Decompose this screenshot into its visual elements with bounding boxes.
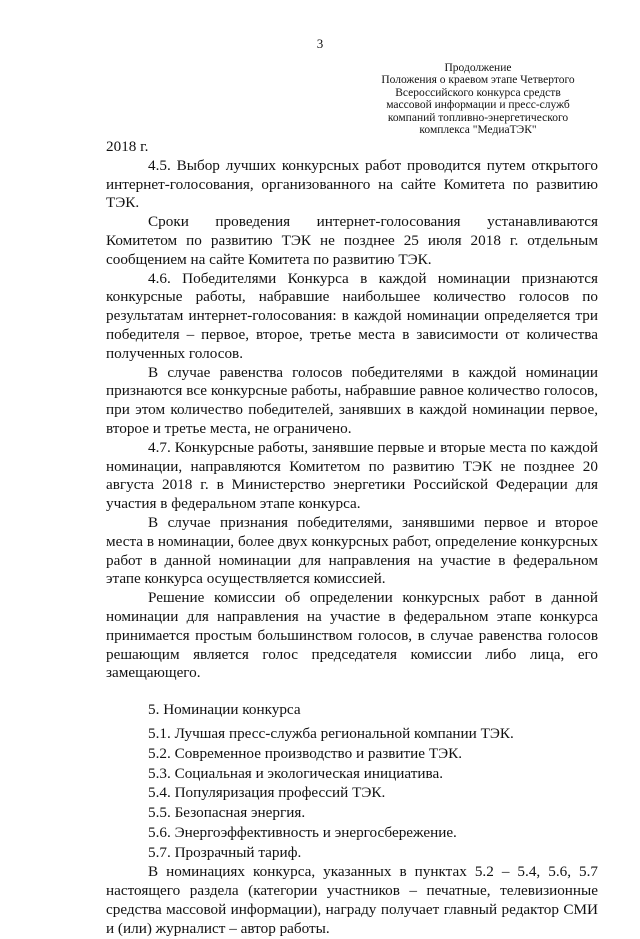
paragraph-4-6: 4.6. Победителями Конкурса в каждой номинации признаются конкурсные работы, набравшие наибольшее количество голосов по результатам интернет-голосования: в каждой номинации определяется три победителя – первое, второе, третье места в зависимости от количества полученных голосов. <box>106 269 598 362</box>
running-head-line: Всероссийского конкурса средств <box>395 86 561 99</box>
running-head-line: комплекса "МедиаТЭК" <box>419 124 537 137</box>
paragraph-voting-dates: Сроки проведения интернет-голосования устанавливаются Комитетом по развитию ТЭК не позднее 25 июля 2018 г. отдельным сообщением на сайте Комитета по развитию ТЭК. <box>106 213 598 268</box>
section-heading: 5. Номинации конкурса <box>148 701 301 719</box>
nomination-item: 5.4. Популяризация профессий ТЭК. <box>148 784 386 802</box>
nomination-item: 5.3. Социальная и экологическая инициатива. <box>148 764 443 782</box>
paragraph-equal-votes: В случае равенства голосов победителями в каждой номинации признаются все конкурсные работы, набравшие равное количество голосов, при этом количество победителей, занявших в каждой номинации первое, второе и третье места, не ограничено. <box>106 363 598 437</box>
nomination-item: 5.6. Энергоэффективность и энергосбережение. <box>148 823 457 841</box>
paragraph-4-7: 4.7. Конкурсные работы, занявшие первые и вторые места по каждой номинации, направляются Комитетом по развитию ТЭК не позднее 20 августа 2018 г. в Министерство энергетики Российской Федерации для участия в федеральном этапе конкурса. <box>106 438 598 513</box>
running-head-line: Положения о краевом этапе Четвертого <box>381 74 575 87</box>
paragraph-4-5: 4.5. Выбор лучших конкурсных работ проводится путем открытого интернет-голосования, организованного на сайте Комитета по развитию ТЭК. <box>106 156 598 212</box>
nomination-item: 5.7. Прозрачный тариф. <box>148 843 302 861</box>
paragraph-commission-decision: Решение комиссии об определении конкурсных работ в данной номинации для направления на участие в федеральном этапе конкурса принимается простым большинством голосов, в случае равенства голосов решающим является голос председателя комиссии либо лица, его замещающего. <box>106 589 598 682</box>
running-head-line: компаний топливно-энергетического <box>387 111 569 124</box>
running-head-line: массовой информации и пресс-служб <box>386 99 570 112</box>
paragraph-more-than-two: В случае признания победителями, занявшими первое и второе места в номинации, более двух конкурсных работ, определение конкурсных работ в данной номинации для направления на участие в федеральном этапе конкурса осуществляется комиссией. <box>106 513 598 588</box>
running-head <box>378 62 578 136</box>
paragraph-award-recipients: В номинациях конкурса, указанных в пунктах 5.2 – 5.4, 5.6, 5.7 настоящего раздела (категории участников – печатные, телевизионные средства массовой информации), награду получает главный редактор СМИ и (или) журналист – автор работы. <box>106 863 598 937</box>
paragraph-continuation: 2018 г. <box>106 138 149 155</box>
nomination-item: 5.1. Лучшая пресс-служба региональной компании ТЭК. <box>148 724 514 742</box>
nomination-item: 5.2. Современное производство и развитие ТЭК. <box>148 744 463 762</box>
page-number: 3 <box>316 36 324 51</box>
running-head-line: Продолжение <box>444 62 512 74</box>
nomination-item: 5.5. Безопасная энергия. <box>148 804 306 822</box>
document-body <box>106 138 598 939</box>
